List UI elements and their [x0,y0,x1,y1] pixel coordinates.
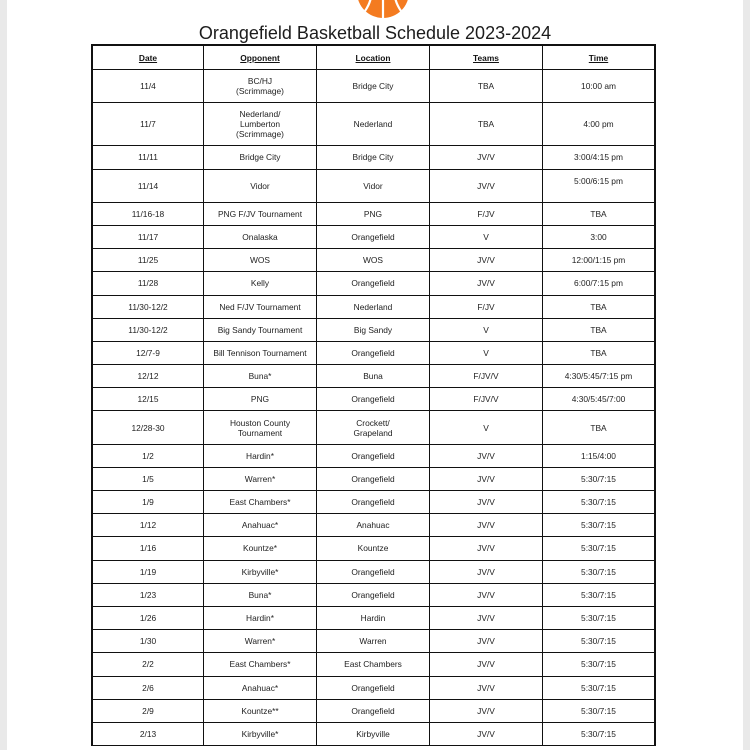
teams-cell: JV/V [430,653,543,676]
teams-cell: JV/V [430,468,543,491]
basketball-icon [353,0,413,22]
date-cell: 1/2 [93,445,204,468]
date-cell: 1/9 [93,491,204,514]
schedule-row [93,249,654,272]
location-cell: Nederland [317,103,430,146]
opponent-cell: BC/HJ (Scrimmage) [204,70,317,103]
time-cell: TBA [543,319,654,342]
schedule-row [93,561,654,584]
opponent-cell: Houston County Tournament [204,411,317,444]
location-cell: Orangefield [317,561,430,584]
date-column-header: Date [93,46,204,70]
location-cell: Buna [317,365,430,388]
date-cell: 1/19 [93,561,204,584]
teams-cell: V [430,342,543,365]
opponent-cell: Big Sandy Tournament [204,319,317,342]
location-cell: Hardin [317,607,430,630]
opponent-cell: Bill Tennison Tournament [204,342,317,365]
location-cell: Nederland [317,296,430,319]
date-cell: 1/26 [93,607,204,630]
schedule-row [93,514,654,537]
time-cell: 1:15/4:00 [543,445,654,468]
schedule-row [93,103,654,146]
schedule-row [93,607,654,630]
opponent-cell: Kirbyville* [204,561,317,584]
date-cell: 11/16-18 [93,203,204,226]
location-cell: WOS [317,249,430,272]
date-cell: 12/12 [93,365,204,388]
location-cell: Orangefield [317,272,430,295]
date-cell: 1/30 [93,630,204,653]
date-cell: 11/28 [93,272,204,295]
date-cell: 11/17 [93,226,204,249]
schedule-row [93,630,654,653]
teams-cell: F/JV/V [430,365,543,388]
teams-cell: JV/V [430,630,543,653]
date-cell: 12/7-9 [93,342,204,365]
opponent-cell: Kirbyville* [204,723,317,746]
time-cell: 4:30/5:45/7:15 pm [543,365,654,388]
teams-cell: V [430,411,543,444]
location-cell: Orangefield [317,468,430,491]
time-cell: 5:30/7:15 [543,584,654,607]
opponent-cell: Anahuac* [204,677,317,700]
schedule-row [93,700,654,723]
time-cell: 12:00/1:15 pm [543,249,654,272]
time-cell: 5:30/7:15 [543,653,654,676]
time-cell: TBA [543,296,654,319]
time-cell: 10:00 am [543,70,654,103]
time-cell: 3:00 [543,226,654,249]
location-cell: Crockett/ Grapeland [317,411,430,444]
schedule-row [93,411,654,444]
teams-cell: JV/V [430,584,543,607]
time-cell: 5:30/7:15 [543,630,654,653]
opponent-cell: Hardin* [204,607,317,630]
date-cell: 11/30-12/2 [93,319,204,342]
teams-cell: JV/V [430,146,543,169]
teams-column-header: Teams [430,46,543,70]
time-cell: 3:00/4:15 pm [543,146,654,169]
teams-cell: JV/V [430,700,543,723]
date-cell: 12/15 [93,388,204,411]
schedule-row [93,203,654,226]
location-cell: Orangefield [317,700,430,723]
opponent-cell: East Chambers* [204,653,317,676]
schedule-row [93,584,654,607]
time-cell: 5:30/7:15 [543,491,654,514]
schedule-row [93,272,654,295]
date-cell: 1/12 [93,514,204,537]
time-cell: 5:30/7:15 [543,537,654,560]
location-cell: Warren [317,630,430,653]
teams-cell: V [430,319,543,342]
teams-cell: F/JV [430,296,543,319]
time-cell: 5:30/7:15 [543,514,654,537]
location-cell: Anahuac [317,514,430,537]
time-cell: 4:30/5:45/7:00 [543,388,654,411]
opponent-cell: Buna* [204,365,317,388]
schedule-row [93,468,654,491]
opponent-column-header: Opponent [204,46,317,70]
opponent-cell: Kountze* [204,537,317,560]
time-cell: 5:30/7:15 [543,723,654,746]
time-cell: TBA [543,342,654,365]
teams-cell: JV/V [430,491,543,514]
teams-cell: JV/V [430,170,543,203]
location-cell: Orangefield [317,445,430,468]
schedule-row [93,342,654,365]
date-cell: 2/6 [93,677,204,700]
schedule-row [93,677,654,700]
opponent-cell: Anahuac* [204,514,317,537]
time-cell: TBA [543,203,654,226]
schedule-row [93,365,654,388]
schedule-row [93,70,654,103]
opponent-cell: Buna* [204,584,317,607]
location-cell: Orangefield [317,677,430,700]
date-cell: 11/4 [93,70,204,103]
time-cell: 5:30/7:15 [543,607,654,630]
location-cell: Kountze [317,537,430,560]
teams-cell: JV/V [430,272,543,295]
time-cell: 5:00/6:15 pm [543,170,654,203]
time-cell: 4:00 pm [543,103,654,146]
opponent-cell: Warren* [204,630,317,653]
schedule-row [93,319,654,342]
location-column-header: Location [317,46,430,70]
location-cell: East Chambers [317,653,430,676]
opponent-cell: WOS [204,249,317,272]
document-title: Orangefield Basketball Schedule 2023-2024 [198,23,552,43]
date-cell: 12/28-30 [93,411,204,444]
location-cell: Orangefield [317,388,430,411]
date-cell: 2/9 [93,700,204,723]
teams-cell: TBA [430,103,543,146]
teams-cell: JV/V [430,723,543,746]
teams-cell: JV/V [430,561,543,584]
document-page [7,0,743,750]
date-cell: 11/14 [93,170,204,203]
opponent-cell: Warren* [204,468,317,491]
teams-cell: JV/V [430,249,543,272]
time-column-header: Time [543,46,654,70]
teams-cell: F/JV/V [430,388,543,411]
location-cell: Kirbyville [317,723,430,746]
location-cell: Bridge City [317,146,430,169]
time-cell: 6:00/7:15 pm [543,272,654,295]
teams-cell: JV/V [430,677,543,700]
location-cell: PNG [317,203,430,226]
date-cell: 2/13 [93,723,204,746]
location-cell: Vidor [317,170,430,203]
opponent-cell: Bridge City [204,146,317,169]
time-cell: 5:30/7:15 [543,468,654,491]
date-cell: 2/2 [93,653,204,676]
teams-cell: JV/V [430,445,543,468]
schedule-row [93,296,654,319]
opponent-cell: Kountze** [204,700,317,723]
location-cell: Orangefield [317,584,430,607]
schedule-row [93,653,654,676]
time-cell: 5:30/7:15 [543,677,654,700]
location-cell: Orangefield [317,491,430,514]
location-cell: Big Sandy [317,319,430,342]
time-cell: TBA [543,411,654,444]
date-cell: 11/7 [93,103,204,146]
opponent-cell: East Chambers* [204,491,317,514]
schedule-row [93,445,654,468]
date-cell: 11/25 [93,249,204,272]
teams-cell: JV/V [430,537,543,560]
location-cell: Orangefield [317,342,430,365]
teams-cell: V [430,226,543,249]
opponent-cell: PNG F/JV Tournament [204,203,317,226]
date-cell: 1/5 [93,468,204,491]
date-cell: 11/30-12/2 [93,296,204,319]
schedule-row [93,170,654,203]
teams-cell: JV/V [430,607,543,630]
schedule-row [93,723,654,746]
teams-cell: TBA [430,70,543,103]
date-cell: 1/16 [93,537,204,560]
opponent-cell: PNG [204,388,317,411]
location-cell: Bridge City [317,70,430,103]
schedule-row [93,146,654,169]
time-cell: 5:30/7:15 [543,700,654,723]
schedule-table [91,44,656,746]
date-cell: 11/11 [93,146,204,169]
date-cell: 1/23 [93,584,204,607]
schedule-row [93,491,654,514]
teams-cell: JV/V [430,514,543,537]
time-cell: 5:30/7:15 [543,561,654,584]
schedule-row [93,537,654,560]
opponent-cell: Vidor [204,170,317,203]
opponent-cell: Ned F/JV Tournament [204,296,317,319]
opponent-cell: Kelly [204,272,317,295]
header-row [93,46,654,70]
opponent-cell: Hardin* [204,445,317,468]
opponent-cell: Nederland/ Lumberton (Scrimmage) [204,103,317,146]
schedule-row [93,388,654,411]
teams-cell: F/JV [430,203,543,226]
opponent-cell: Onalaska [204,226,317,249]
location-cell: Orangefield [317,226,430,249]
schedule-row [93,226,654,249]
